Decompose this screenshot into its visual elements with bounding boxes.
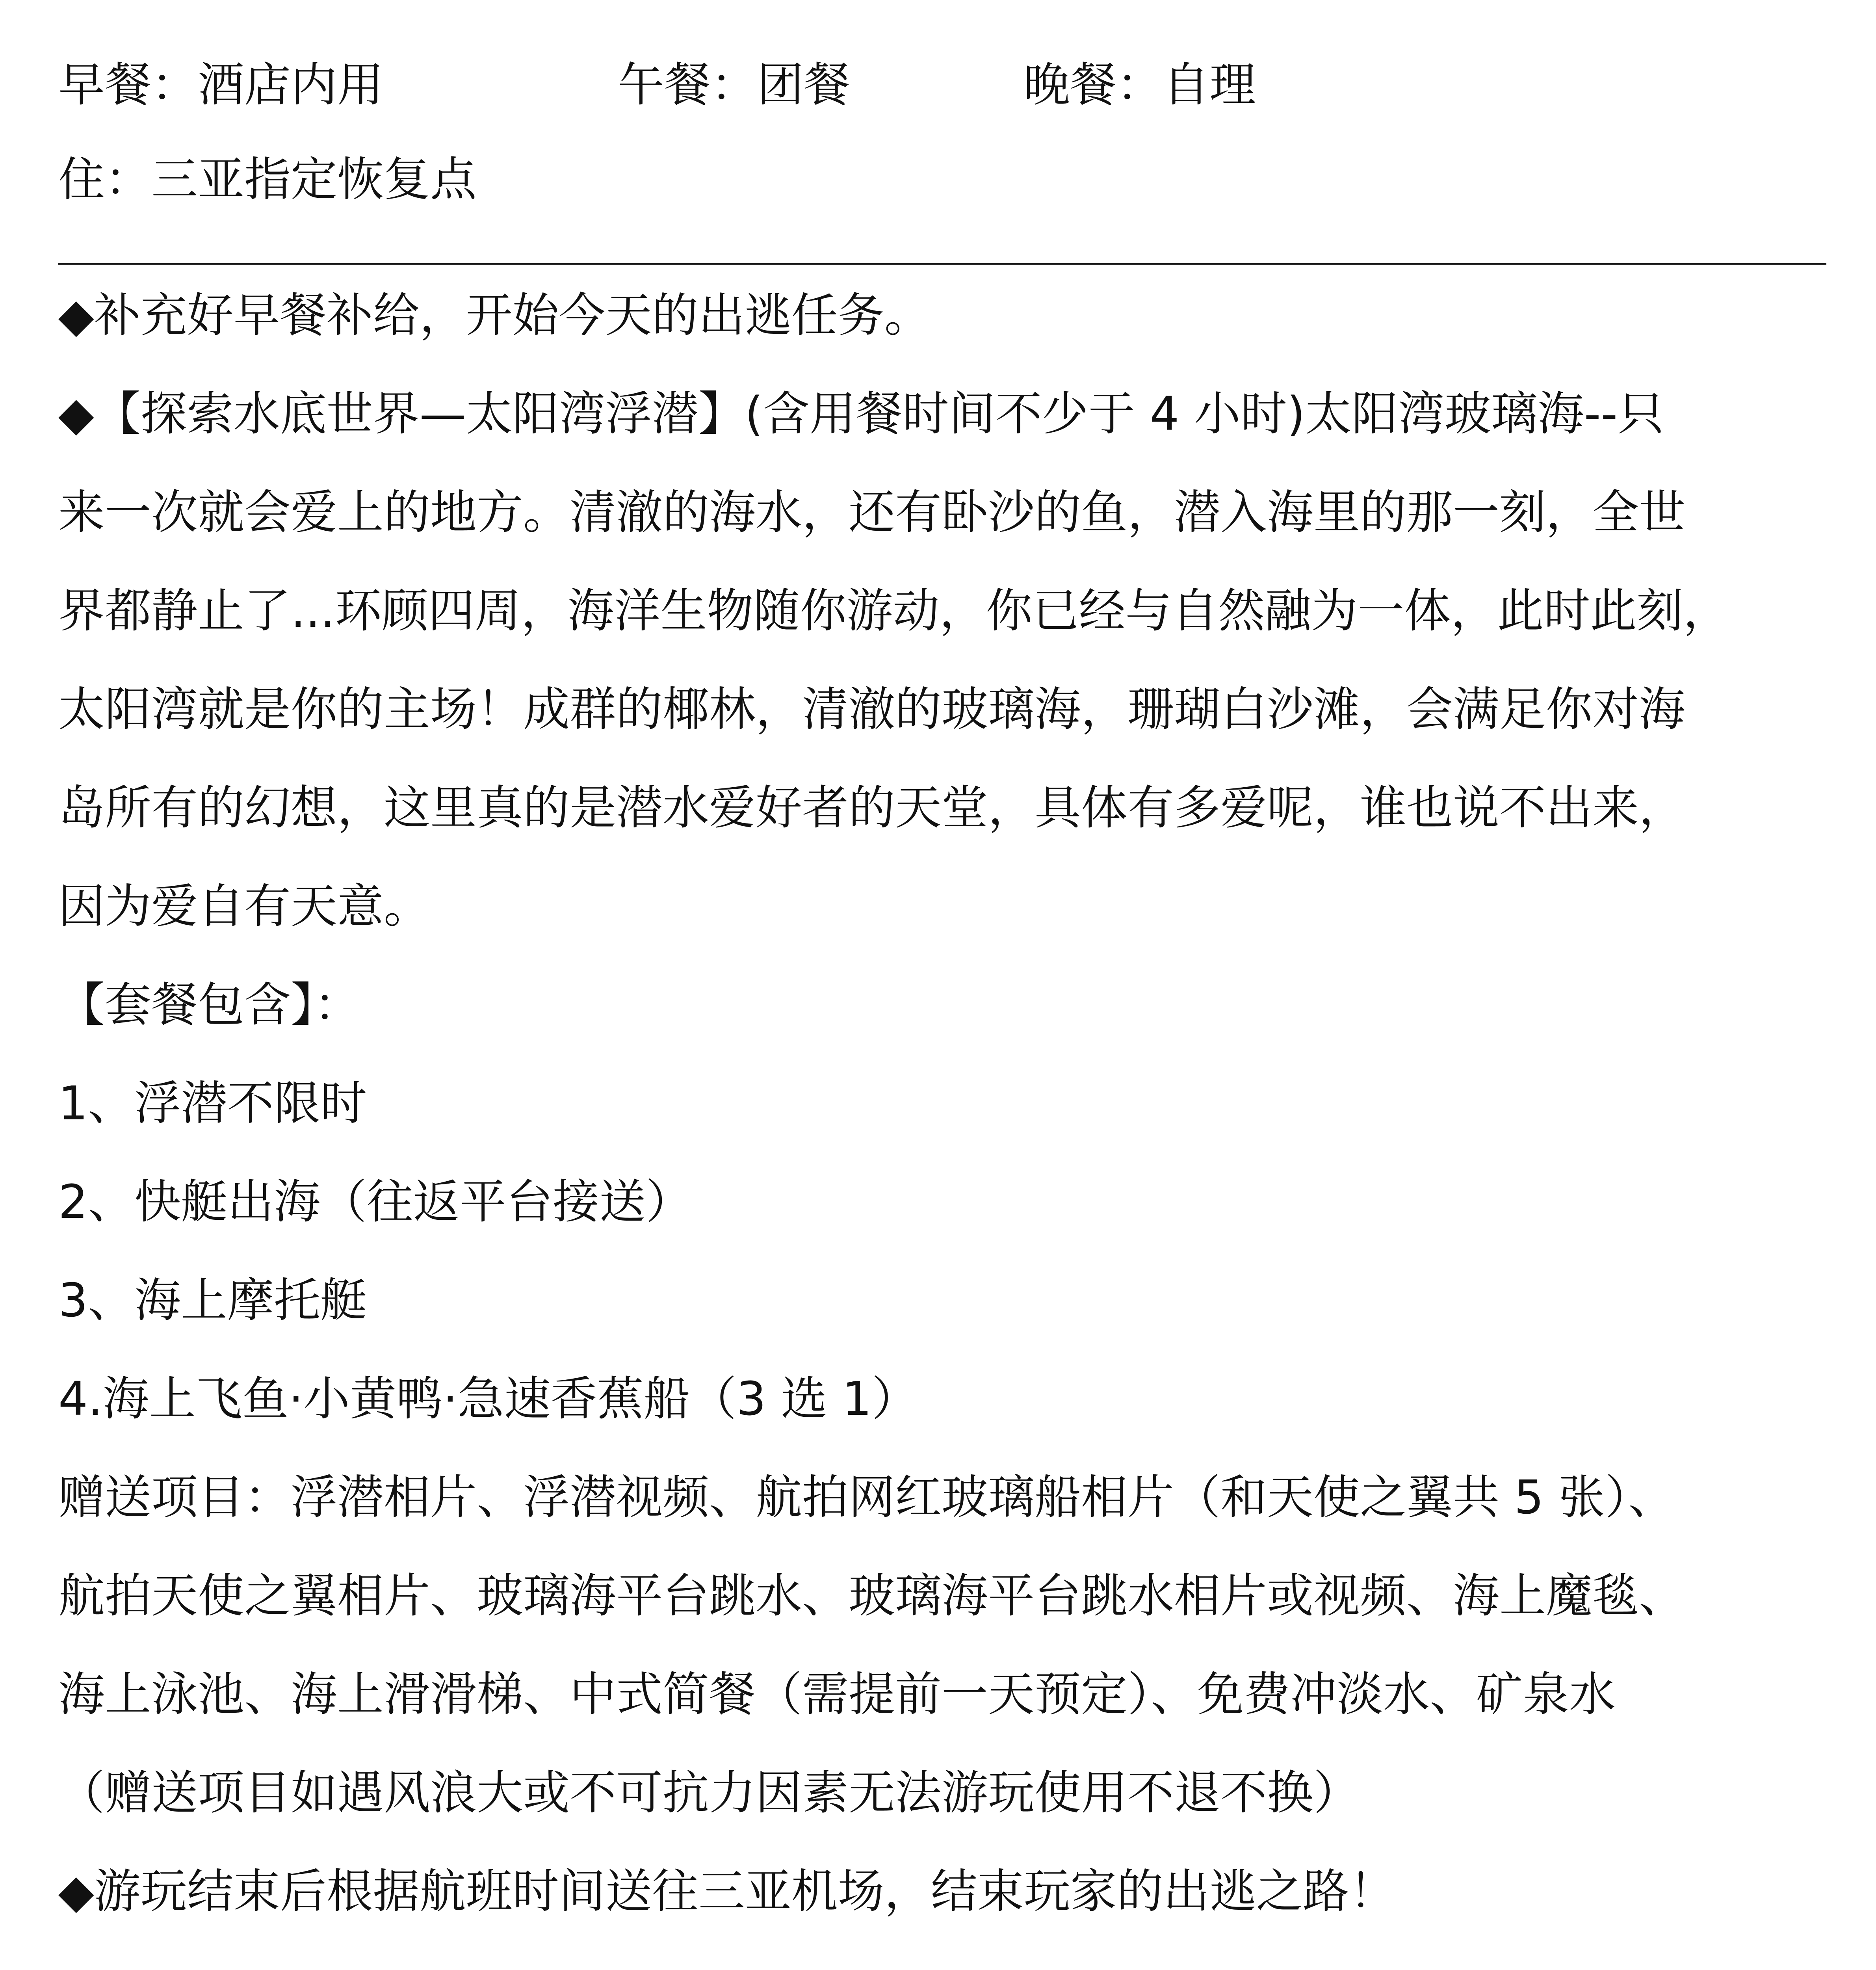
package-heading: 【套餐包含】： bbox=[58, 978, 361, 1032]
gift-items: 海上泳池、海上滑滑梯、中式简餐（需提前一天预定）、免费冲淡水、矿泉水 bbox=[58, 1667, 1616, 1721]
paragraph-line: 界都静止了...环顾四周，海洋生物随你游动，你已经与自然融为一体，此时此刻， bbox=[58, 584, 1730, 638]
package-item: 4.海上飞鱼·小黄鸭·急速香蕉船（3 选 1） bbox=[58, 1372, 918, 1426]
paragraph-line: 太阳湾就是你的主场！成群的椰林，清澈的玻璃海，珊瑚白沙滩，会满足你对海 bbox=[58, 682, 1686, 736]
paragraph-line: ◆补充好早餐补给，开始今天的出逃任务。 bbox=[58, 288, 931, 342]
gift-note: （赠送项目如遇风浪大或不可抗力因素无法游玩使用不退不换） bbox=[58, 1766, 1360, 1820]
paragraph-line: ◆【探索水底世界—太阳湾浮潜】(含用餐时间不少于 4 小时)太阳湾玻璃海--只 bbox=[58, 387, 1664, 441]
package-item: 1、浮潜不限时 bbox=[58, 1076, 367, 1130]
divider bbox=[58, 263, 1826, 265]
paragraph-line: 岛所有的幻想，这里真的是潜水爱好者的天堂，具体有多爱呢，谁也说不出来， bbox=[58, 781, 1686, 835]
lunch-info: 午餐：团餐 bbox=[618, 58, 851, 112]
gift-items: 赠送项目：浮潜相片、浮潜视频、航拍网红玻璃船相片（和天使之翼共 5 张）、 bbox=[58, 1470, 1675, 1524]
paragraph-line: 因为爱自有天意。 bbox=[58, 879, 431, 933]
breakfast-info: 早餐：酒店内用 bbox=[58, 58, 384, 112]
package-item: 2、快艇出海（往返平台接送） bbox=[58, 1175, 693, 1229]
gift-items: 航拍天使之翼相片、玻璃海平台跳水、玻璃海平台跳水相片或视频、海上魔毯、 bbox=[58, 1569, 1686, 1623]
dinner-info: 晚餐：自理 bbox=[1023, 58, 1256, 112]
paragraph-line: ◆游玩结束后根据航班时间送往三亚机场，结束玩家的出逃之路！ bbox=[58, 1864, 1396, 1918]
paragraph-line: 来一次就会爱上的地方。清澈的海水，还有卧沙的鱼，潜入海里的那一刻，全世 bbox=[58, 485, 1686, 539]
accommodation-info: 住：三亚指定恢复点 bbox=[58, 152, 477, 206]
package-item: 3、海上摩托艇 bbox=[58, 1273, 367, 1327]
